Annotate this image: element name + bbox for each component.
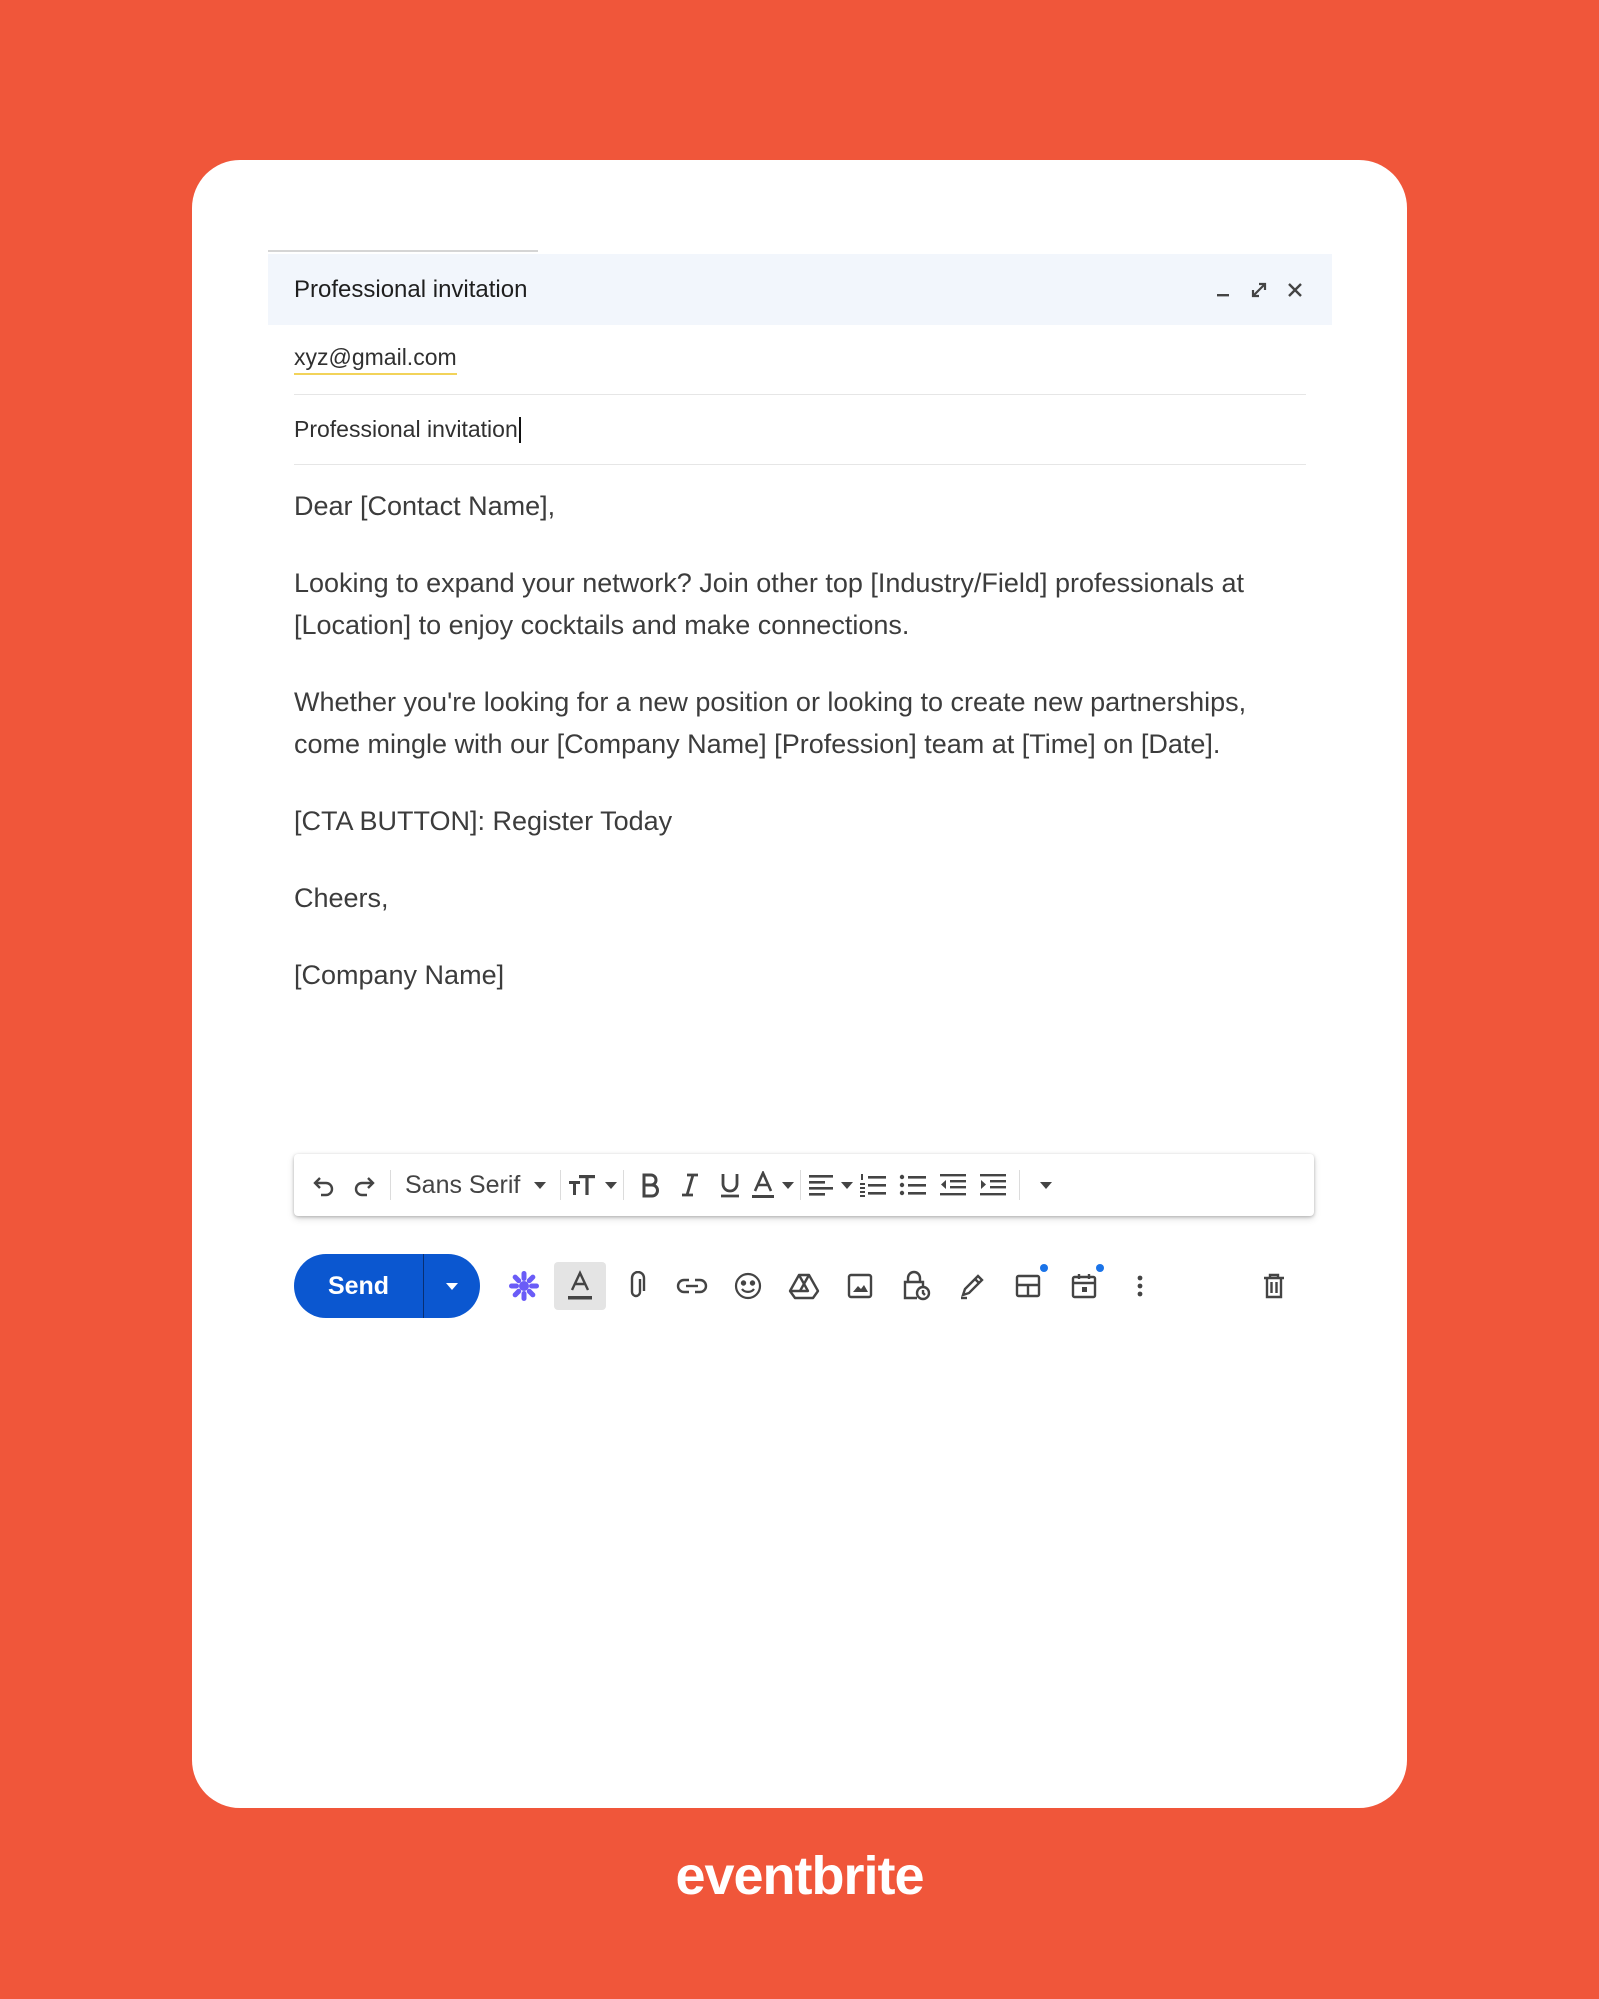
attach-file-icon[interactable] — [610, 1262, 662, 1310]
redo-icon[interactable] — [344, 1165, 384, 1205]
chevron-down-icon — [605, 1182, 617, 1189]
expand-icon[interactable] — [1248, 279, 1270, 301]
eventbrite-logo: eventbrite — [675, 1846, 924, 1906]
message-body[interactable] — [268, 465, 1332, 996]
compose-window — [268, 254, 1332, 1300]
minimize-icon[interactable] — [1212, 279, 1234, 301]
undo-icon[interactable] — [304, 1165, 344, 1205]
divider — [390, 1170, 391, 1200]
recipient-chip[interactable]: xyz@gmail.com — [294, 344, 457, 375]
greeting: Dear [Contact Name], — [294, 491, 556, 521]
text-color-select[interactable] — [750, 1165, 794, 1205]
signoff: Cheers, — [294, 883, 389, 913]
underline-icon[interactable] — [710, 1165, 750, 1205]
bold-icon[interactable] — [630, 1165, 670, 1205]
signature-pen-icon[interactable] — [946, 1262, 998, 1310]
align-select[interactable] — [807, 1165, 853, 1205]
compose-title: Professional invitation — [294, 275, 528, 303]
layouts-icon[interactable] — [1002, 1262, 1054, 1310]
divider — [800, 1170, 801, 1200]
divider — [1019, 1170, 1020, 1200]
email-card — [192, 160, 1407, 1808]
paragraph-2: Whether you're looking for a new position or looking to create new partnerships, come mingle with our [Company Name] [Profession] team at [Time] on [Date]. — [294, 687, 1247, 759]
send-button[interactable]: Send — [327, 1271, 390, 1300]
cta-line: [CTA BUTTON]: Register Today — [294, 806, 673, 836]
paragraph-1: Looking to expand your network? Join other top [Industry/Field] professionals at [Location] to enjoy cocktails and make connections. — [294, 568, 1245, 640]
font-family-value: Sans Serif — [405, 1170, 521, 1199]
to-field[interactable] — [294, 325, 1306, 395]
font-family-select[interactable] — [397, 1165, 554, 1205]
divider — [623, 1170, 624, 1200]
more-formatting-chevron-icon[interactable] — [1026, 1165, 1066, 1205]
italic-icon[interactable] — [670, 1165, 710, 1205]
emoji-icon[interactable] — [722, 1262, 774, 1310]
formatting-toolbar — [294, 1154, 1314, 1216]
more-options-icon[interactable] — [1114, 1262, 1166, 1310]
confidential-mode-icon[interactable] — [890, 1262, 942, 1310]
numbered-list-icon[interactable] — [853, 1165, 893, 1205]
formatting-options-icon[interactable] — [554, 1262, 606, 1310]
compose-header — [268, 254, 1332, 325]
subject-text: Professional invitation — [294, 416, 518, 442]
chevron-down-icon — [782, 1182, 794, 1189]
chevron-down-icon — [841, 1182, 853, 1189]
new-feature-dot — [1096, 1264, 1104, 1272]
insert-link-icon[interactable] — [666, 1262, 718, 1310]
chevron-down-icon — [534, 1182, 546, 1189]
font-size-select[interactable] — [567, 1165, 617, 1205]
action-toolbar — [294, 1254, 1314, 1318]
schedule-send-dropdown[interactable] — [424, 1254, 480, 1318]
text-cursor — [519, 417, 521, 443]
close-icon[interactable] — [1284, 279, 1306, 301]
cropped-text-remnant — [268, 246, 548, 254]
insert-photo-icon[interactable] — [834, 1262, 886, 1310]
subject-field[interactable] — [294, 395, 1306, 465]
bulleted-list-icon[interactable] — [893, 1165, 933, 1205]
indent-more-icon[interactable] — [973, 1165, 1013, 1205]
new-feature-dot — [1040, 1264, 1048, 1272]
indent-less-icon[interactable] — [933, 1165, 973, 1205]
calendar-event-icon[interactable] — [1058, 1262, 1110, 1310]
send-button-group — [294, 1254, 480, 1318]
google-drive-icon[interactable] — [778, 1262, 830, 1310]
chevron-down-icon — [446, 1283, 458, 1290]
divider — [560, 1170, 561, 1200]
gemini-help-me-write-icon[interactable] — [498, 1262, 550, 1310]
discard-draft-icon[interactable] — [1248, 1262, 1300, 1310]
signature: [Company Name] — [294, 960, 505, 990]
